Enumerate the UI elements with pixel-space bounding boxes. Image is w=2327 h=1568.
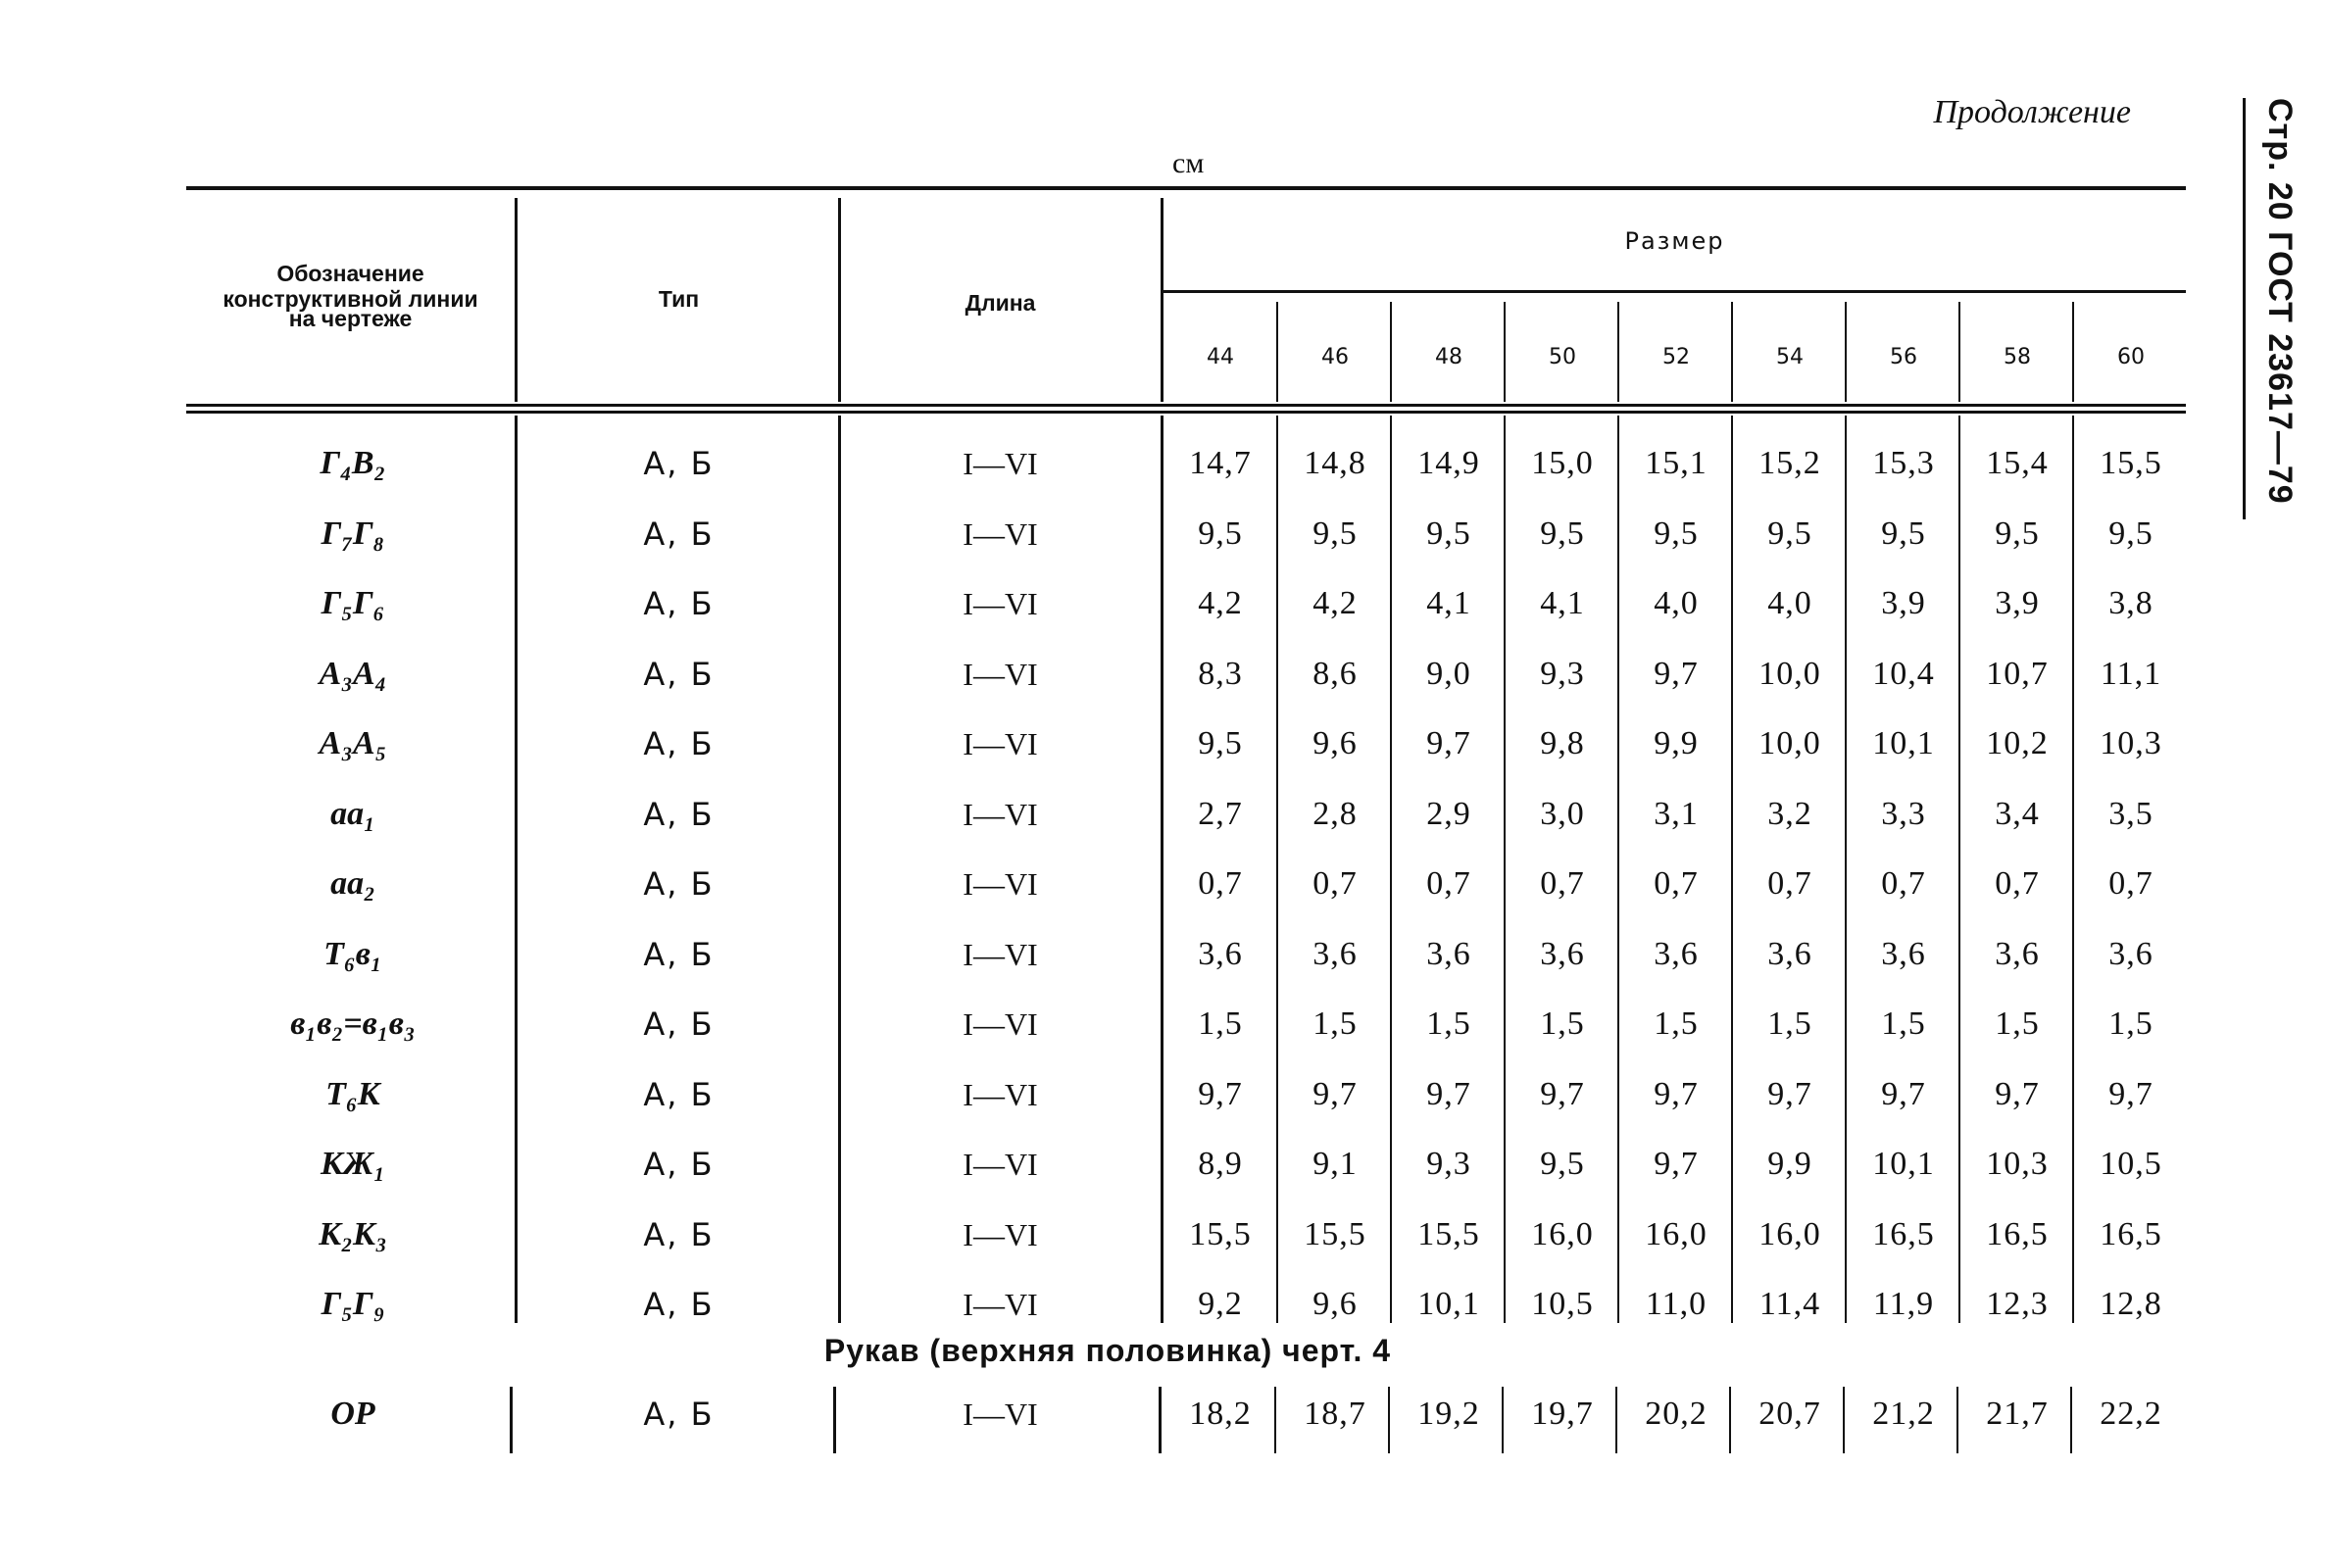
size-value-cell: 9,8	[1540, 725, 1585, 761]
size-value-cell: 11,9	[1872, 1286, 1935, 1322]
size-value-cell: 3,5	[2108, 795, 2154, 832]
table-top-rule	[186, 186, 2186, 190]
page-side-label: Стр. 20 ГОСТ 23617—79	[2261, 98, 2299, 505]
table-row	[0, 850, 2254, 918]
size-value-cell: 10,1	[1872, 725, 1935, 761]
line-designation-cell: Г₇Г₈	[321, 514, 385, 552]
size-value-cell: 3,6	[1995, 935, 2040, 972]
size-value-cell: 3,6	[1767, 935, 1812, 972]
size-number: 44	[1207, 345, 1234, 369]
size-value-cell: 3,3	[1881, 795, 1926, 832]
size-value-cell: 10,1	[1872, 1146, 1935, 1182]
type-cell: А, Б	[643, 655, 715, 693]
size-value-cell: 9,5	[1426, 514, 1471, 552]
size-value-cell: 9,3	[1540, 655, 1585, 692]
size-value-cell: 21,2	[1872, 1396, 1935, 1432]
length-cell: I—VI	[963, 656, 1038, 692]
size-value-cell: 16,5	[1872, 1215, 1935, 1252]
table-row	[0, 1270, 2254, 1339]
section-title: Рукав (верхняя половинка) черт. 4	[823, 1333, 1392, 1368]
length-cell: I—VI	[963, 586, 1038, 621]
size-value-cell: 9,1	[1312, 1146, 1358, 1182]
size-value-cell: 4,0	[1654, 585, 1699, 621]
size-number: 56	[1890, 345, 1917, 369]
table-row	[0, 1200, 2254, 1269]
table-row	[0, 500, 2254, 568]
table-row	[0, 569, 2254, 638]
size-value-cell: 3,6	[1426, 935, 1471, 972]
size-value-cell: 0,7	[1654, 865, 1699, 902]
size-header-rule	[1164, 290, 2186, 293]
size-number: 54	[1776, 345, 1804, 369]
size-value-cell: 9,7	[1312, 1075, 1358, 1112]
size-value-cell: 0,7	[1312, 865, 1358, 902]
size-value-cell: 3,6	[2108, 935, 2154, 972]
size-value-cell: 3,6	[1198, 935, 1243, 972]
line-designation-cell: Г₅Г₆	[321, 585, 385, 621]
continuation-label: Продолжение	[1933, 94, 2131, 130]
size-value-cell: 11,4	[1758, 1286, 1821, 1322]
size-value-cell: 10,0	[1758, 725, 1821, 761]
type-cell: А, Б	[643, 1005, 715, 1043]
size-value-cell: 0,7	[1995, 865, 2040, 902]
size-value-cell: 15,5	[1189, 1215, 1252, 1252]
size-value-cell: 0,7	[1767, 865, 1812, 902]
size-value-cell: 9,5	[1540, 1146, 1585, 1182]
size-value-cell: 4,2	[1198, 585, 1243, 621]
size-value-cell: 2,8	[1312, 795, 1358, 832]
length-cell: I—VI	[963, 866, 1038, 902]
header-type: Тип	[658, 286, 700, 312]
header-bottom-rule-1	[186, 404, 2186, 407]
size-value-cell: 3,2	[1767, 795, 1812, 832]
col-sep	[515, 198, 518, 402]
table-row	[0, 429, 2254, 498]
length-cell: I—VI	[963, 726, 1038, 761]
header-designation-line: Обозначение	[276, 261, 424, 286]
size-value-cell: 8,3	[1198, 655, 1243, 692]
size-value-cell: 9,7	[1426, 725, 1471, 761]
size-value-cell: 3,1	[1654, 795, 1699, 832]
size-value-cell: 11,1	[2100, 655, 2162, 692]
line-designation-cell: в₁в₂=в₁в₃	[290, 1005, 416, 1042]
size-value-cell: 10,4	[1872, 655, 1935, 692]
length-cell: I—VI	[963, 1147, 1038, 1182]
line-designation-cell: Г₄В₂	[320, 445, 386, 481]
length-cell: I—VI	[963, 1076, 1038, 1112]
size-value-cell: 18,2	[1189, 1396, 1252, 1432]
size-value-cell: 3,8	[2108, 585, 2154, 621]
size-value-cell: 3,9	[1881, 585, 1926, 621]
length-cell: I—VI	[963, 1006, 1038, 1042]
size-value-cell: 16,0	[1645, 1215, 1708, 1252]
size-value-cell: 14,9	[1417, 445, 1480, 481]
type-cell: А, Б	[643, 725, 715, 762]
size-value-cell: 22,2	[2100, 1396, 2162, 1432]
size-value-cell: 8,6	[1312, 655, 1358, 692]
size-value-cell: 1,5	[1995, 1005, 2040, 1042]
table-row	[0, 1130, 2254, 1199]
size-value-cell: 20,7	[1758, 1396, 1821, 1432]
type-cell: А, Б	[643, 795, 715, 833]
line-designation-cell: А₃А₅	[319, 725, 387, 761]
size-value-cell: 4,1	[1426, 585, 1471, 621]
size-value-cell: 0,7	[2108, 865, 2154, 902]
line-designation-cell: аа₂	[330, 865, 375, 902]
table-row	[0, 780, 2254, 849]
size-value-cell: 0,7	[1426, 865, 1471, 902]
size-value-cell: 19,7	[1531, 1396, 1594, 1432]
line-designation-cell: аа₁	[330, 795, 375, 832]
size-value-cell: 10,5	[2100, 1146, 2162, 1182]
size-value-cell: 1,5	[1767, 1005, 1812, 1042]
size-value-cell: 14,7	[1189, 445, 1252, 481]
line-designation-cell: ОР	[330, 1396, 375, 1432]
length-cell: I—VI	[963, 936, 1038, 972]
length-cell: I—VI	[963, 1287, 1038, 1322]
size-value-cell: 2,9	[1426, 795, 1471, 832]
size-value-cell: 21,7	[1986, 1396, 2049, 1432]
type-cell: А, Б	[643, 1146, 715, 1183]
length-cell: I—VI	[963, 1396, 1038, 1432]
size-value-cell: 9,5	[1767, 514, 1812, 552]
size-value-cell: 9,0	[1426, 655, 1471, 692]
length-cell: I—VI	[963, 796, 1038, 832]
size-value-cell: 15,3	[1872, 445, 1935, 481]
size-value-cell: 9,7	[1654, 1146, 1699, 1182]
size-value-cell: 10,0	[1758, 655, 1821, 692]
table-row	[0, 710, 2254, 778]
size-value-cell: 14,8	[1304, 445, 1366, 481]
header-size: Размер	[1624, 227, 1725, 255]
size-value-cell: 9,9	[1654, 725, 1699, 761]
size-value-cell: 16,0	[1758, 1215, 1821, 1252]
size-value-cell: 3,6	[1881, 935, 1926, 972]
size-value-cell: 9,5	[1995, 514, 2040, 552]
size-value-cell: 16,0	[1531, 1215, 1594, 1252]
size-value-cell: 0,7	[1540, 865, 1585, 902]
size-number: 46	[1321, 345, 1349, 369]
size-value-cell: 12,8	[2100, 1286, 2162, 1322]
size-value-cell: 9,3	[1426, 1146, 1471, 1182]
size-value-cell: 9,7	[1540, 1075, 1585, 1112]
size-value-cell: 1,5	[1198, 1005, 1243, 1042]
size-value-cell: 2,7	[1198, 795, 1243, 832]
line-designation-cell: Г₅Г₉	[321, 1286, 385, 1322]
size-number: 52	[1662, 345, 1690, 369]
size-value-cell: 9,5	[1654, 514, 1699, 552]
size-value-cell: 3,6	[1654, 935, 1699, 972]
size-value-cell: 9,6	[1312, 725, 1358, 761]
table-row	[0, 640, 2254, 709]
size-value-cell: 9,7	[1995, 1075, 2040, 1112]
size-value-cell: 16,5	[2100, 1215, 2162, 1252]
size-value-cell: 10,2	[1986, 725, 2049, 761]
size-value-cell: 4,1	[1540, 585, 1585, 621]
unit-label: см	[1172, 147, 1205, 179]
size-value-cell: 3,6	[1312, 935, 1358, 972]
size-value-cell: 15,5	[1417, 1215, 1480, 1252]
size-value-cell: 9,5	[1540, 514, 1585, 552]
size-value-cell: 1,5	[1540, 1005, 1585, 1042]
size-value-cell: 15,4	[1986, 445, 2049, 481]
header-bottom-rule-2	[186, 411, 2186, 414]
size-value-cell: 9,7	[1881, 1075, 1926, 1112]
size-value-cell: 9,6	[1312, 1286, 1358, 1322]
size-value-cell: 10,7	[1986, 655, 2049, 692]
size-value-cell: 15,5	[2100, 445, 2162, 481]
header-designation-line: конструктивной линии	[223, 286, 478, 312]
size-value-cell: 16,5	[1986, 1215, 2049, 1252]
size-value-cell: 9,7	[2108, 1075, 2154, 1112]
type-cell: А, Б	[643, 935, 715, 973]
line-designation-cell: А₃А₄	[319, 655, 387, 692]
line-designation-cell: К₂К₃	[319, 1215, 387, 1252]
type-cell: А, Б	[643, 585, 715, 622]
size-number: 58	[2004, 345, 2031, 369]
size-value-cell: 9,7	[1767, 1075, 1812, 1112]
size-value-cell: 15,5	[1304, 1215, 1366, 1252]
length-cell: I—VI	[963, 515, 1038, 552]
size-value-cell: 9,7	[1426, 1075, 1471, 1112]
size-value-cell: 12,3	[1986, 1286, 2049, 1322]
size-value-cell: 1,5	[1426, 1005, 1471, 1042]
size-number: 50	[1549, 345, 1576, 369]
type-cell: А, Б	[643, 445, 715, 482]
size-value-cell: 1,5	[1654, 1005, 1699, 1042]
size-value-cell: 10,5	[1531, 1286, 1594, 1322]
type-cell: А, Б	[643, 1286, 715, 1323]
type-cell: А, Б	[643, 1396, 715, 1433]
size-value-cell: 1,5	[2108, 1005, 2154, 1042]
size-value-cell: 3,0	[1540, 795, 1585, 832]
size-value-cell: 9,5	[1198, 514, 1243, 552]
size-value-cell: 11,0	[1645, 1286, 1708, 1322]
size-number: 60	[2117, 345, 2145, 369]
size-value-cell: 9,7	[1654, 1075, 1699, 1112]
size-value-cell: 9,5	[1312, 514, 1358, 552]
size-value-cell: 10,1	[1417, 1286, 1480, 1322]
size-value-cell: 0,7	[1881, 865, 1926, 902]
line-designation-cell: Т₆К	[325, 1075, 380, 1112]
size-value-cell: 9,5	[1881, 514, 1926, 552]
table-row	[0, 1380, 2254, 1448]
size-value-cell: 9,2	[1198, 1286, 1243, 1322]
table-row	[0, 990, 2254, 1058]
size-value-cell: 0,7	[1198, 865, 1243, 902]
length-cell: I—VI	[963, 1216, 1038, 1252]
size-value-cell: 18,7	[1304, 1396, 1366, 1432]
type-cell: А, Б	[643, 865, 715, 903]
size-value-cell: 9,5	[2108, 514, 2154, 552]
size-number: 48	[1435, 345, 1462, 369]
header-length: Длина	[965, 290, 1036, 316]
header-designation-line: на чертеже	[288, 306, 413, 331]
size-value-cell: 15,2	[1758, 445, 1821, 481]
size-value-cell: 9,9	[1767, 1146, 1812, 1182]
size-value-cell: 1,5	[1881, 1005, 1926, 1042]
size-value-cell: 20,2	[1645, 1396, 1708, 1432]
table-row	[0, 920, 2254, 989]
table-row	[0, 1060, 2254, 1129]
size-value-cell: 3,6	[1540, 935, 1585, 972]
size-value-cell: 4,2	[1312, 585, 1358, 621]
size-value-cell: 1,5	[1312, 1005, 1358, 1042]
line-designation-cell: КЖ₁	[320, 1146, 386, 1182]
size-value-cell: 8,9	[1198, 1146, 1243, 1182]
size-value-cell: 9,7	[1198, 1075, 1243, 1112]
size-value-cell: 19,2	[1417, 1396, 1480, 1432]
type-cell: А, Б	[643, 1215, 715, 1253]
header-designation	[186, 261, 515, 331]
length-cell: I—VI	[963, 446, 1038, 481]
size-value-cell: 9,5	[1198, 725, 1243, 761]
size-value-cell: 10,3	[1986, 1146, 2049, 1182]
line-designation-cell: Т₆в₁	[323, 935, 382, 972]
size-value-cell: 4,0	[1767, 585, 1812, 621]
size-value-cell: 15,0	[1531, 445, 1594, 481]
type-cell: А, Б	[643, 514, 715, 553]
size-value-cell: 3,4	[1995, 795, 2040, 832]
type-cell: А, Б	[643, 1075, 715, 1113]
size-value-cell: 3,9	[1995, 585, 2040, 621]
size-value-cell: 15,1	[1645, 445, 1708, 481]
size-value-cell: 9,7	[1654, 655, 1699, 692]
size-value-cell: 10,3	[2100, 725, 2162, 761]
